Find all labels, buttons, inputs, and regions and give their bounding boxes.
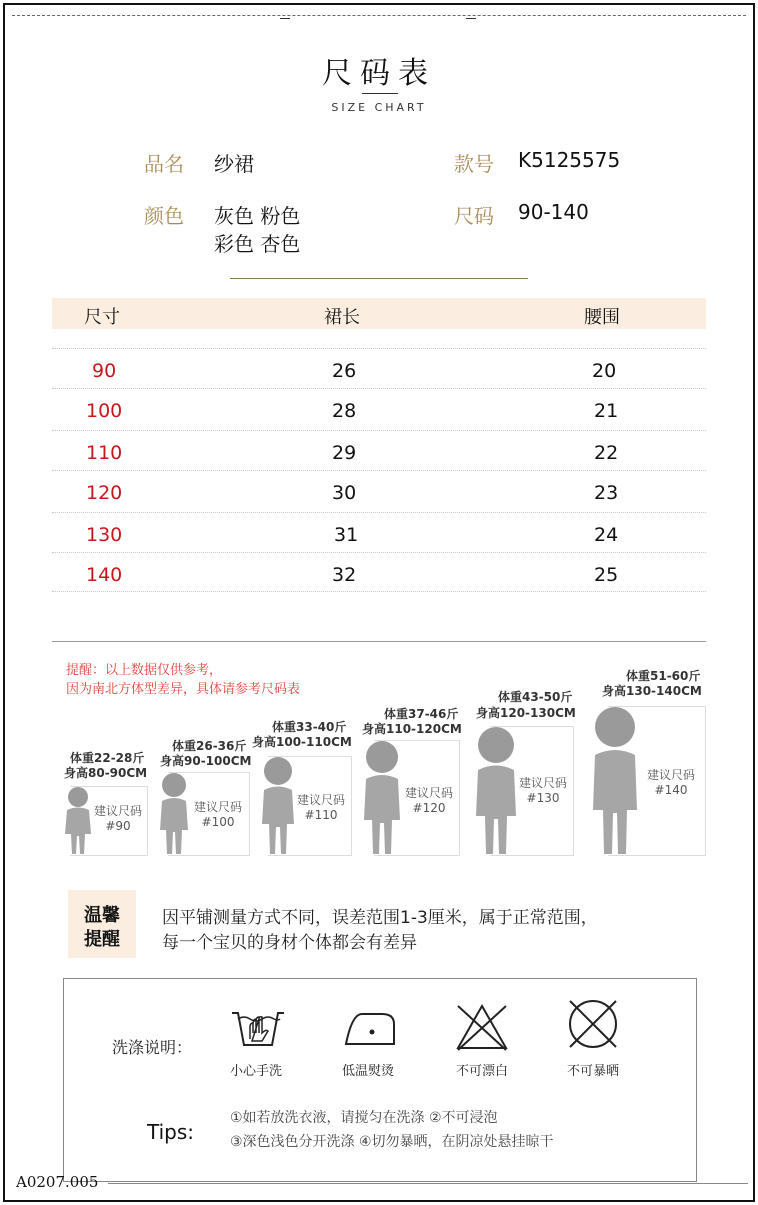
waist-cell: 25	[594, 564, 619, 586]
size-cell: 90	[92, 360, 117, 382]
tips-label: Tips:	[147, 1120, 195, 1144]
no-bleach-icon	[454, 1002, 510, 1052]
size-cell: 140	[86, 564, 123, 586]
size-range-value: 90-140	[518, 200, 589, 224]
size-cell: 130	[86, 524, 123, 546]
kid-weight: 体重43-50斤	[498, 690, 573, 704]
kid-height: 身高80-90CM	[64, 766, 148, 780]
header-size: 尺寸	[84, 307, 120, 328]
length-cell: 32	[332, 564, 357, 586]
size-cell: 120	[86, 482, 123, 504]
size-range-label: 尺码	[454, 204, 494, 228]
length-cell: 30	[332, 482, 357, 504]
size-cell: 110	[86, 442, 123, 464]
style-number-label: 款号	[454, 152, 494, 176]
header-waist: 腰围	[584, 307, 620, 328]
product-name-value: 纱裙	[214, 152, 254, 176]
no-sun-icon	[566, 997, 620, 1051]
length-cell: 26	[332, 360, 357, 382]
low-iron-icon	[342, 1008, 398, 1048]
kid-rec-size: #90	[105, 819, 131, 833]
kid-weight: 体重33-40斤	[272, 720, 347, 734]
hand-wash-icon	[230, 1005, 286, 1049]
kid-rec-size: #140	[654, 783, 688, 797]
kid-height: 身高120-130CM	[476, 706, 576, 720]
care-label-low-iron: 低温熨烫	[341, 1064, 394, 1079]
length-cell: 29	[332, 442, 357, 464]
kid-height: 身高100-110CM	[252, 735, 352, 749]
care-label-no-bleach: 不可漂白	[455, 1064, 508, 1079]
care-label-no-sun: 不可暴晒	[566, 1064, 619, 1079]
waist-cell: 21	[594, 400, 619, 422]
warm-tip-title-1: 温馨	[84, 905, 120, 926]
kid-weight: 体重51-60斤	[626, 669, 701, 683]
product-name-label: 品名	[144, 152, 184, 176]
kid-rec-size: #110	[304, 808, 338, 822]
title-dash-left	[280, 18, 290, 19]
warm-tip-line-1: 因平铺测量方式不同，误差范围1-3厘米，属于正常范围，	[162, 908, 598, 928]
notice-line-1: 提醒：以上数据仅供参考，	[66, 663, 223, 678]
kid-rec-label: 建议尺码	[646, 768, 695, 782]
title-underline	[362, 93, 398, 94]
kid-weight: 体重37-46斤	[384, 707, 459, 721]
kid-rec-label: 建议尺码	[93, 804, 142, 818]
waist-cell: 22	[594, 442, 619, 464]
kid-rec-size: #100	[201, 815, 235, 829]
kid-height: 身高110-120CM	[362, 722, 462, 736]
kid-rec-label: 建议尺码	[404, 786, 453, 800]
size-cell: 100	[86, 400, 123, 422]
kid-height: 身高130-140CM	[602, 684, 702, 698]
top-dashed-divider	[12, 15, 746, 16]
kid-rec-label: 建议尺码	[296, 793, 345, 807]
page-title: 尺码表	[322, 56, 436, 91]
length-cell: 28	[332, 400, 357, 422]
color-value-line1: 灰色 粉色	[214, 204, 301, 228]
info-divider	[230, 278, 528, 279]
color-value-line2: 彩色 杏色	[214, 232, 301, 256]
notice-line-2: 因为南北方体型差异，具体请参考尺码表	[66, 682, 301, 697]
waist-cell: 24	[594, 524, 619, 546]
waist-cell: 23	[594, 482, 619, 504]
table-row	[52, 430, 706, 470]
kid-weight: 体重22-28斤	[70, 751, 145, 765]
title-dash-right	[466, 18, 476, 19]
header-length: 裙长	[324, 307, 360, 328]
kid-rec-size: #130	[526, 791, 560, 805]
kid-rec-label: 建议尺码	[193, 800, 242, 814]
warm-tip-title-2: 提醒	[84, 929, 120, 950]
tips-line-1: ①如若放洗衣液，请搅匀在洗涤 ②不可浸泡	[230, 1110, 498, 1126]
child-silhouette-icon	[588, 706, 642, 856]
table-row	[52, 348, 706, 388]
table-row	[52, 552, 706, 592]
tips-line-2: ③深色浅色分开洗涤 ④切勿暴晒，在阴凉处悬挂晾干	[230, 1134, 554, 1150]
title-row	[0, 48, 758, 92]
kid-rec-label: 建议尺码	[518, 776, 567, 790]
table-row	[52, 470, 706, 510]
kid-weight: 体重26-36斤	[172, 739, 247, 753]
style-number-value: K5125575	[518, 148, 621, 172]
table-row	[52, 512, 706, 552]
care-title: 洗涤说明：	[112, 1038, 193, 1057]
kid-rec-size: #120	[412, 801, 446, 815]
care-label-hand-wash: 小心手洗	[229, 1064, 282, 1079]
table-row	[52, 388, 706, 428]
waist-cell: 20	[592, 360, 617, 382]
footer-divider	[108, 1183, 748, 1184]
kid-height: 身高90-100CM	[160, 754, 252, 768]
warm-tip-badge	[68, 890, 136, 958]
size-table-header	[52, 298, 706, 329]
warm-tip-line-2: 每一个宝贝的身材个体都会有差异	[162, 933, 417, 953]
length-cell: 31	[334, 524, 359, 546]
color-label: 颜色	[144, 204, 184, 228]
page-subtitle: SIZE CHART	[331, 101, 427, 114]
product-code: A0207.005	[16, 1173, 99, 1191]
section-divider	[52, 641, 706, 642]
